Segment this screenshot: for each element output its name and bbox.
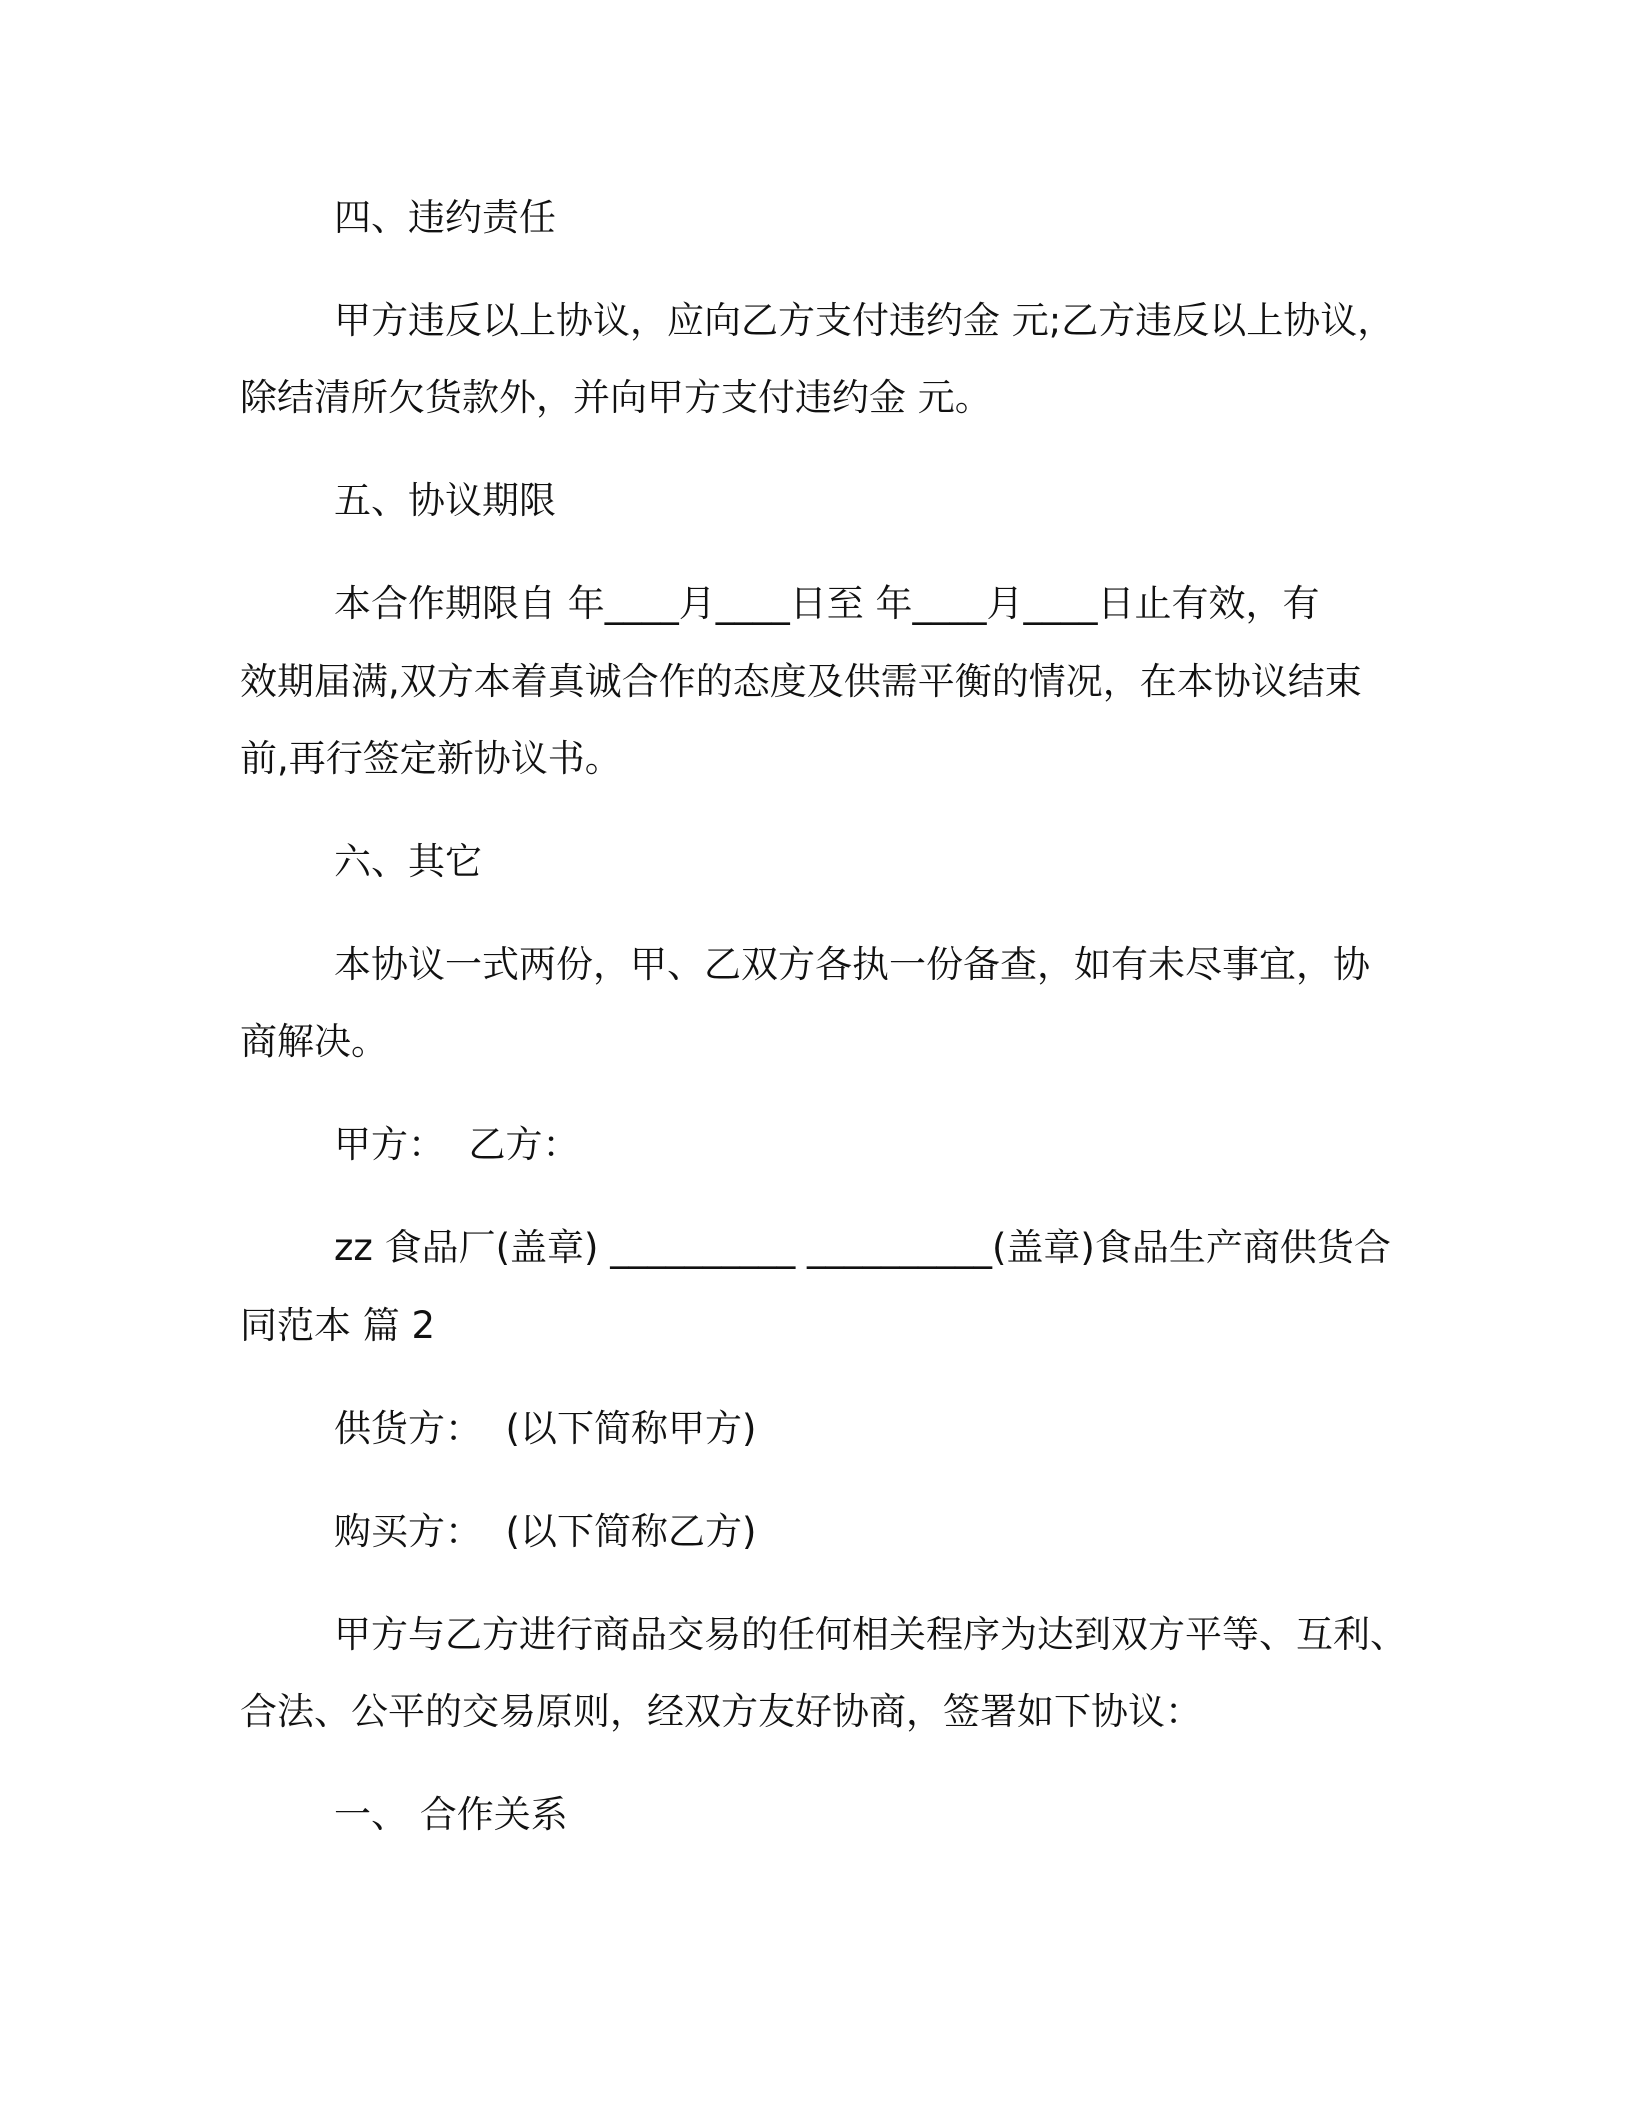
paragraph-line: 本协议一式两份，甲、乙双方各执一份备查，如有未尽事宜，协 [334, 943, 1370, 986]
paragraph-line: 同范本 篇 2 [240, 1304, 436, 1347]
paragraph-line: 前,再行签定新协议书。 [240, 737, 622, 780]
paragraph-line: 合法、公平的交易原则，经双方友好协商，签署如下协议： [240, 1690, 1202, 1733]
paragraph-line: 除结清所欠货款外，并向甲方支付违约金 元。 [240, 376, 992, 419]
section-heading-breach: 四、违约责任 [334, 196, 556, 239]
signature-parties-line: 甲方： 乙方： [334, 1123, 580, 1166]
section-heading-term: 五、协议期限 [334, 479, 556, 522]
section-heading-cooperation: 一、 合作关系 [334, 1793, 568, 1836]
supplier-line: 供货方： (以下简称甲方) [334, 1407, 757, 1450]
paragraph-line: 本合作期限自 年____月____日至 年____月____日止有效，有 [334, 582, 1320, 625]
paragraph-line: zz 食品厂(盖章) __________ __________(盖章)食品生产商供货合 [334, 1226, 1391, 1269]
buyer-line: 购买方： (以下简称乙方) [334, 1510, 757, 1553]
paragraph-line: 甲方与乙方进行商品交易的任何相关程序为达到双方平等、互利、 [334, 1613, 1407, 1656]
paragraph-line: 甲方违反以上协议，应向乙方支付违约金 元;乙方违反以上协议， [334, 299, 1395, 342]
section-heading-other: 六、其它 [334, 840, 482, 883]
paragraph-line: 商解决。 [240, 1020, 388, 1063]
paragraph-line: 效期届满,双方本着真诚合作的态度及供需平衡的情况，在本协议结束 [240, 660, 1362, 703]
